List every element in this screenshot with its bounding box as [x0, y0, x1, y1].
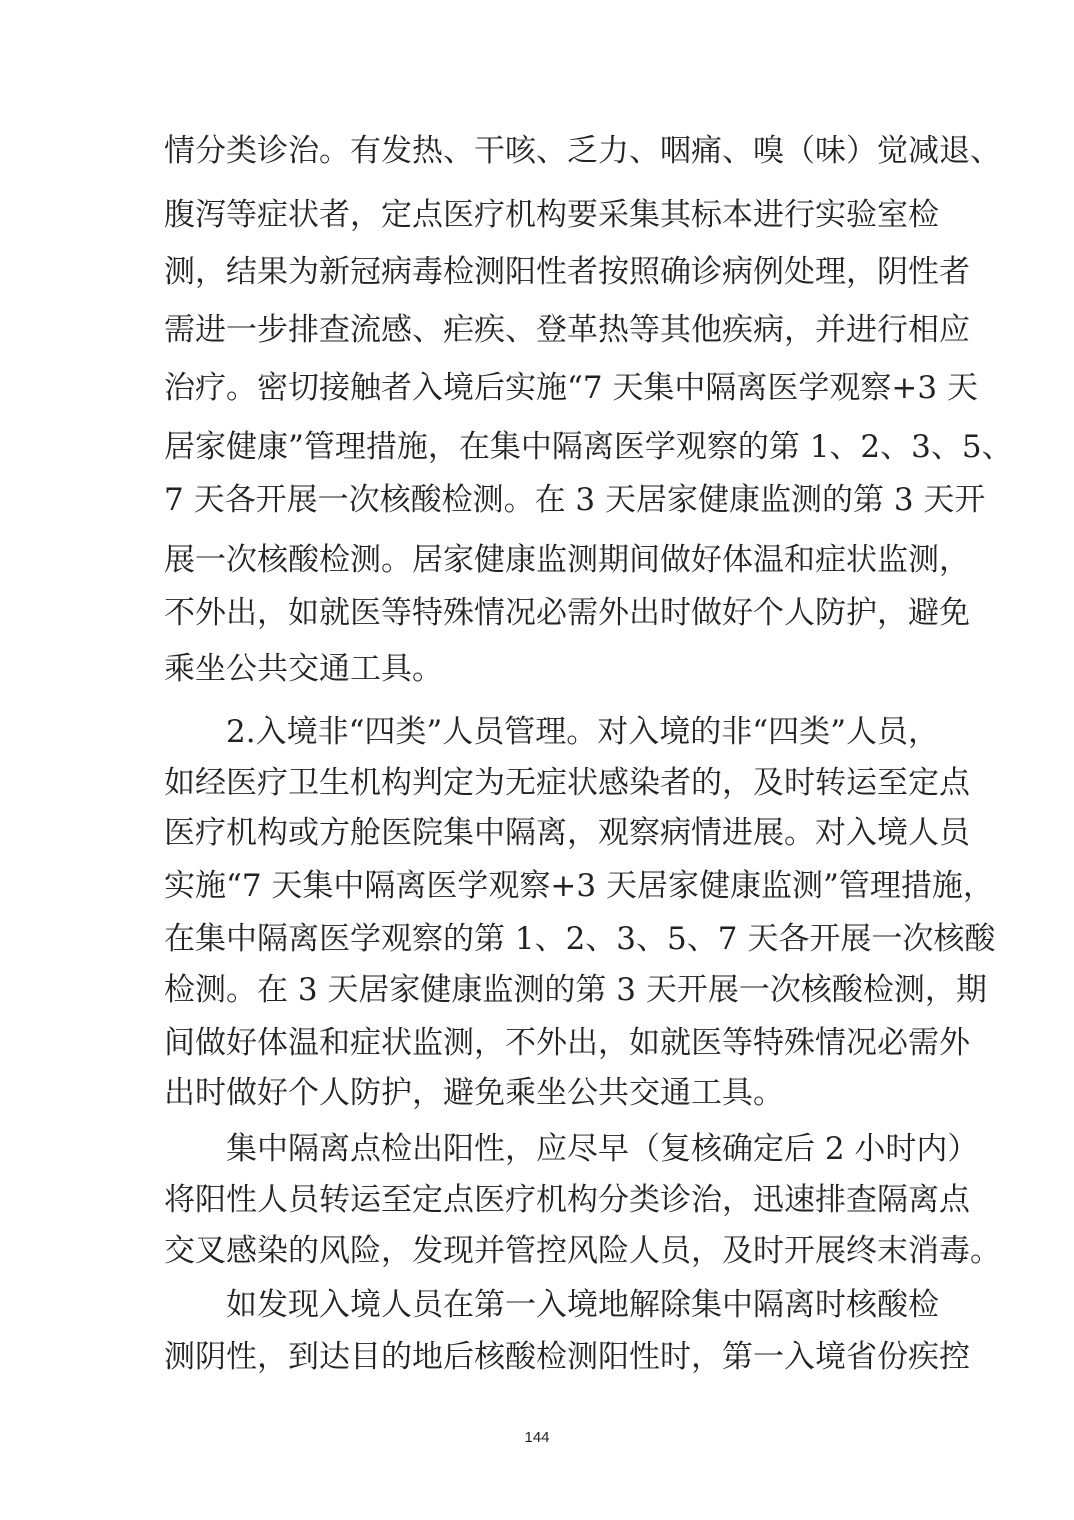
paragraph-start-line: 如发现入境人员在第一入境地解除集中隔离时核酸检: [226, 1287, 939, 1323]
text-line: 情分类诊治。有发热、干咳、乏力、咽痛、嗅（味）觉减退、: [164, 133, 1001, 169]
text-line: 检测。在 3 天居家健康监测的第 3 天开展一次核酸检测，期: [164, 972, 987, 1008]
paragraph-start-line: 集中隔离点检出阳性，应尽早（复核确定后 2 小时内）: [226, 1131, 979, 1167]
text-line: 7 天各开展一次核酸检测。在 3 天居家健康监测的第 3 天开: [164, 482, 986, 518]
text-line: 出时做好个人防护，避免乘坐公共交通工具。: [164, 1075, 784, 1111]
text-line: 测，结果为新冠病毒检测阳性者按照确诊病例处理，阴性者: [164, 254, 970, 290]
text-line: 不外出，如就医等特殊情况必需外出时做好个人防护，避免: [164, 595, 970, 631]
text-line: 交叉感染的风险，发现并管控风险人员，及时开展终末消毒。: [164, 1233, 1001, 1269]
text-line: 测阴性，到达目的地后核酸检测阳性时，第一入境省份疾控: [164, 1339, 970, 1375]
text-line: 治疗。密切接触者入境后实施“7 天集中隔离医学观察+3 天: [164, 370, 978, 406]
text-line: 如经医疗卫生机构判定为无症状感染者的，及时转运至定点: [164, 765, 970, 801]
text-line: 需进一步排查流感、疟疾、登革热等其他疾病，并进行相应: [164, 312, 970, 348]
text-line: 将阳性人员转运至定点医疗机构分类诊治，迅速排查隔离点: [164, 1182, 970, 1218]
text-line: 居家健康”管理措施，在集中隔离医学观察的第 1、2、3、5、: [164, 429, 1013, 465]
paragraph-start-line: 2.入境非“四类”人员管理。对入境的非“四类”人员，: [226, 714, 939, 750]
text-line: 展一次核酸检测。居家健康监测期间做好体温和症状监测，: [164, 542, 970, 578]
text-line: 乘坐公共交通工具。: [164, 651, 443, 687]
text-line: 实施“7 天集中隔离医学观察+3 天居家健康监测”管理措施，: [164, 868, 994, 904]
text-line: 医疗机构或方舱医院集中隔离，观察病情进展。对入境人员: [164, 815, 970, 851]
text-line: 在集中隔离医学观察的第 1、2、3、5、7 天各开展一次核酸: [164, 921, 996, 957]
text-line: 腹泻等症状者，定点医疗机构要采集其标本进行实验室检: [164, 197, 939, 233]
text-line: 间做好体温和症状监测，不外出，如就医等特殊情况必需外: [164, 1025, 970, 1061]
page-number: 144: [524, 1429, 550, 1446]
